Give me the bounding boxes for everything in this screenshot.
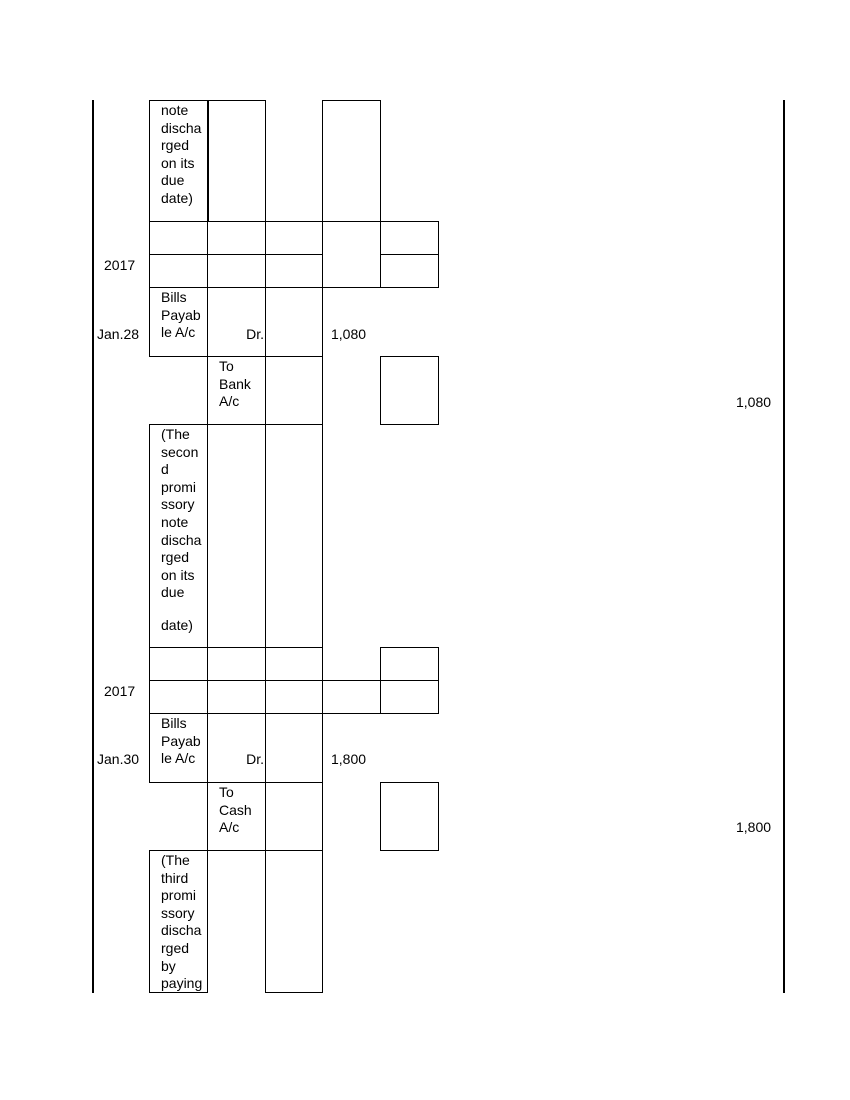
lf-cell	[207, 100, 266, 222]
grid-cell	[380, 680, 439, 714]
credit-amount: 1,800	[736, 819, 772, 835]
grid-cell	[207, 221, 266, 255]
grid-cell	[265, 647, 323, 681]
narration-text: (The secon d promi ssory note discha rged on its due date)	[161, 426, 202, 633]
grid-cell	[380, 356, 439, 425]
credit-account: To Bank A/c	[219, 358, 251, 410]
dr-label: Dr.	[246, 751, 264, 767]
debit-cell	[265, 850, 323, 993]
lf-cell	[265, 356, 323, 425]
lf-cell	[265, 713, 323, 783]
entry-date: Jan.28	[97, 326, 140, 342]
grid-cell	[149, 254, 208, 288]
grid-cell	[265, 254, 323, 288]
dr-label: Dr.	[246, 326, 264, 342]
dr-cell	[207, 287, 266, 357]
grid-cell	[265, 680, 323, 714]
entry-year: 2017	[104, 257, 136, 273]
lf-cell	[265, 782, 323, 851]
grid-cell	[149, 221, 208, 255]
grid-cell	[322, 680, 381, 714]
grid-cell	[149, 680, 208, 714]
grid-cell	[207, 254, 266, 288]
grid-cell	[149, 647, 208, 681]
lf-cell	[207, 424, 266, 648]
dr-cell	[207, 713, 266, 783]
right-border	[783, 100, 785, 993]
grid-cell	[265, 221, 323, 255]
debit-account: Bills Payab le A/c	[161, 715, 201, 767]
grid-cell	[380, 254, 439, 288]
grid-cell	[207, 680, 266, 714]
grid-cell	[207, 647, 266, 681]
debit-account: Bills Payab le A/c	[161, 289, 201, 341]
narration-text: note discha rged on its due date)	[161, 102, 202, 206]
credit-account: To Cash A/c	[219, 784, 252, 836]
debit-cell	[265, 424, 323, 648]
entry-year: 2017	[104, 683, 136, 699]
debit-cell	[322, 100, 381, 222]
entry-date: Jan.30	[97, 751, 140, 767]
lf-cell	[265, 287, 323, 357]
narration-text: (The third promi ssory discha rged by paying	[161, 852, 203, 992]
credit-amount: 1,080	[736, 394, 772, 410]
grid-cell	[380, 221, 439, 255]
grid-cell	[322, 221, 381, 288]
debit-amount: 1,800	[331, 751, 367, 767]
grid-cell	[380, 647, 439, 681]
left-border	[92, 100, 94, 993]
debit-amount: 1,080	[331, 326, 367, 342]
grid-cell	[380, 782, 439, 851]
